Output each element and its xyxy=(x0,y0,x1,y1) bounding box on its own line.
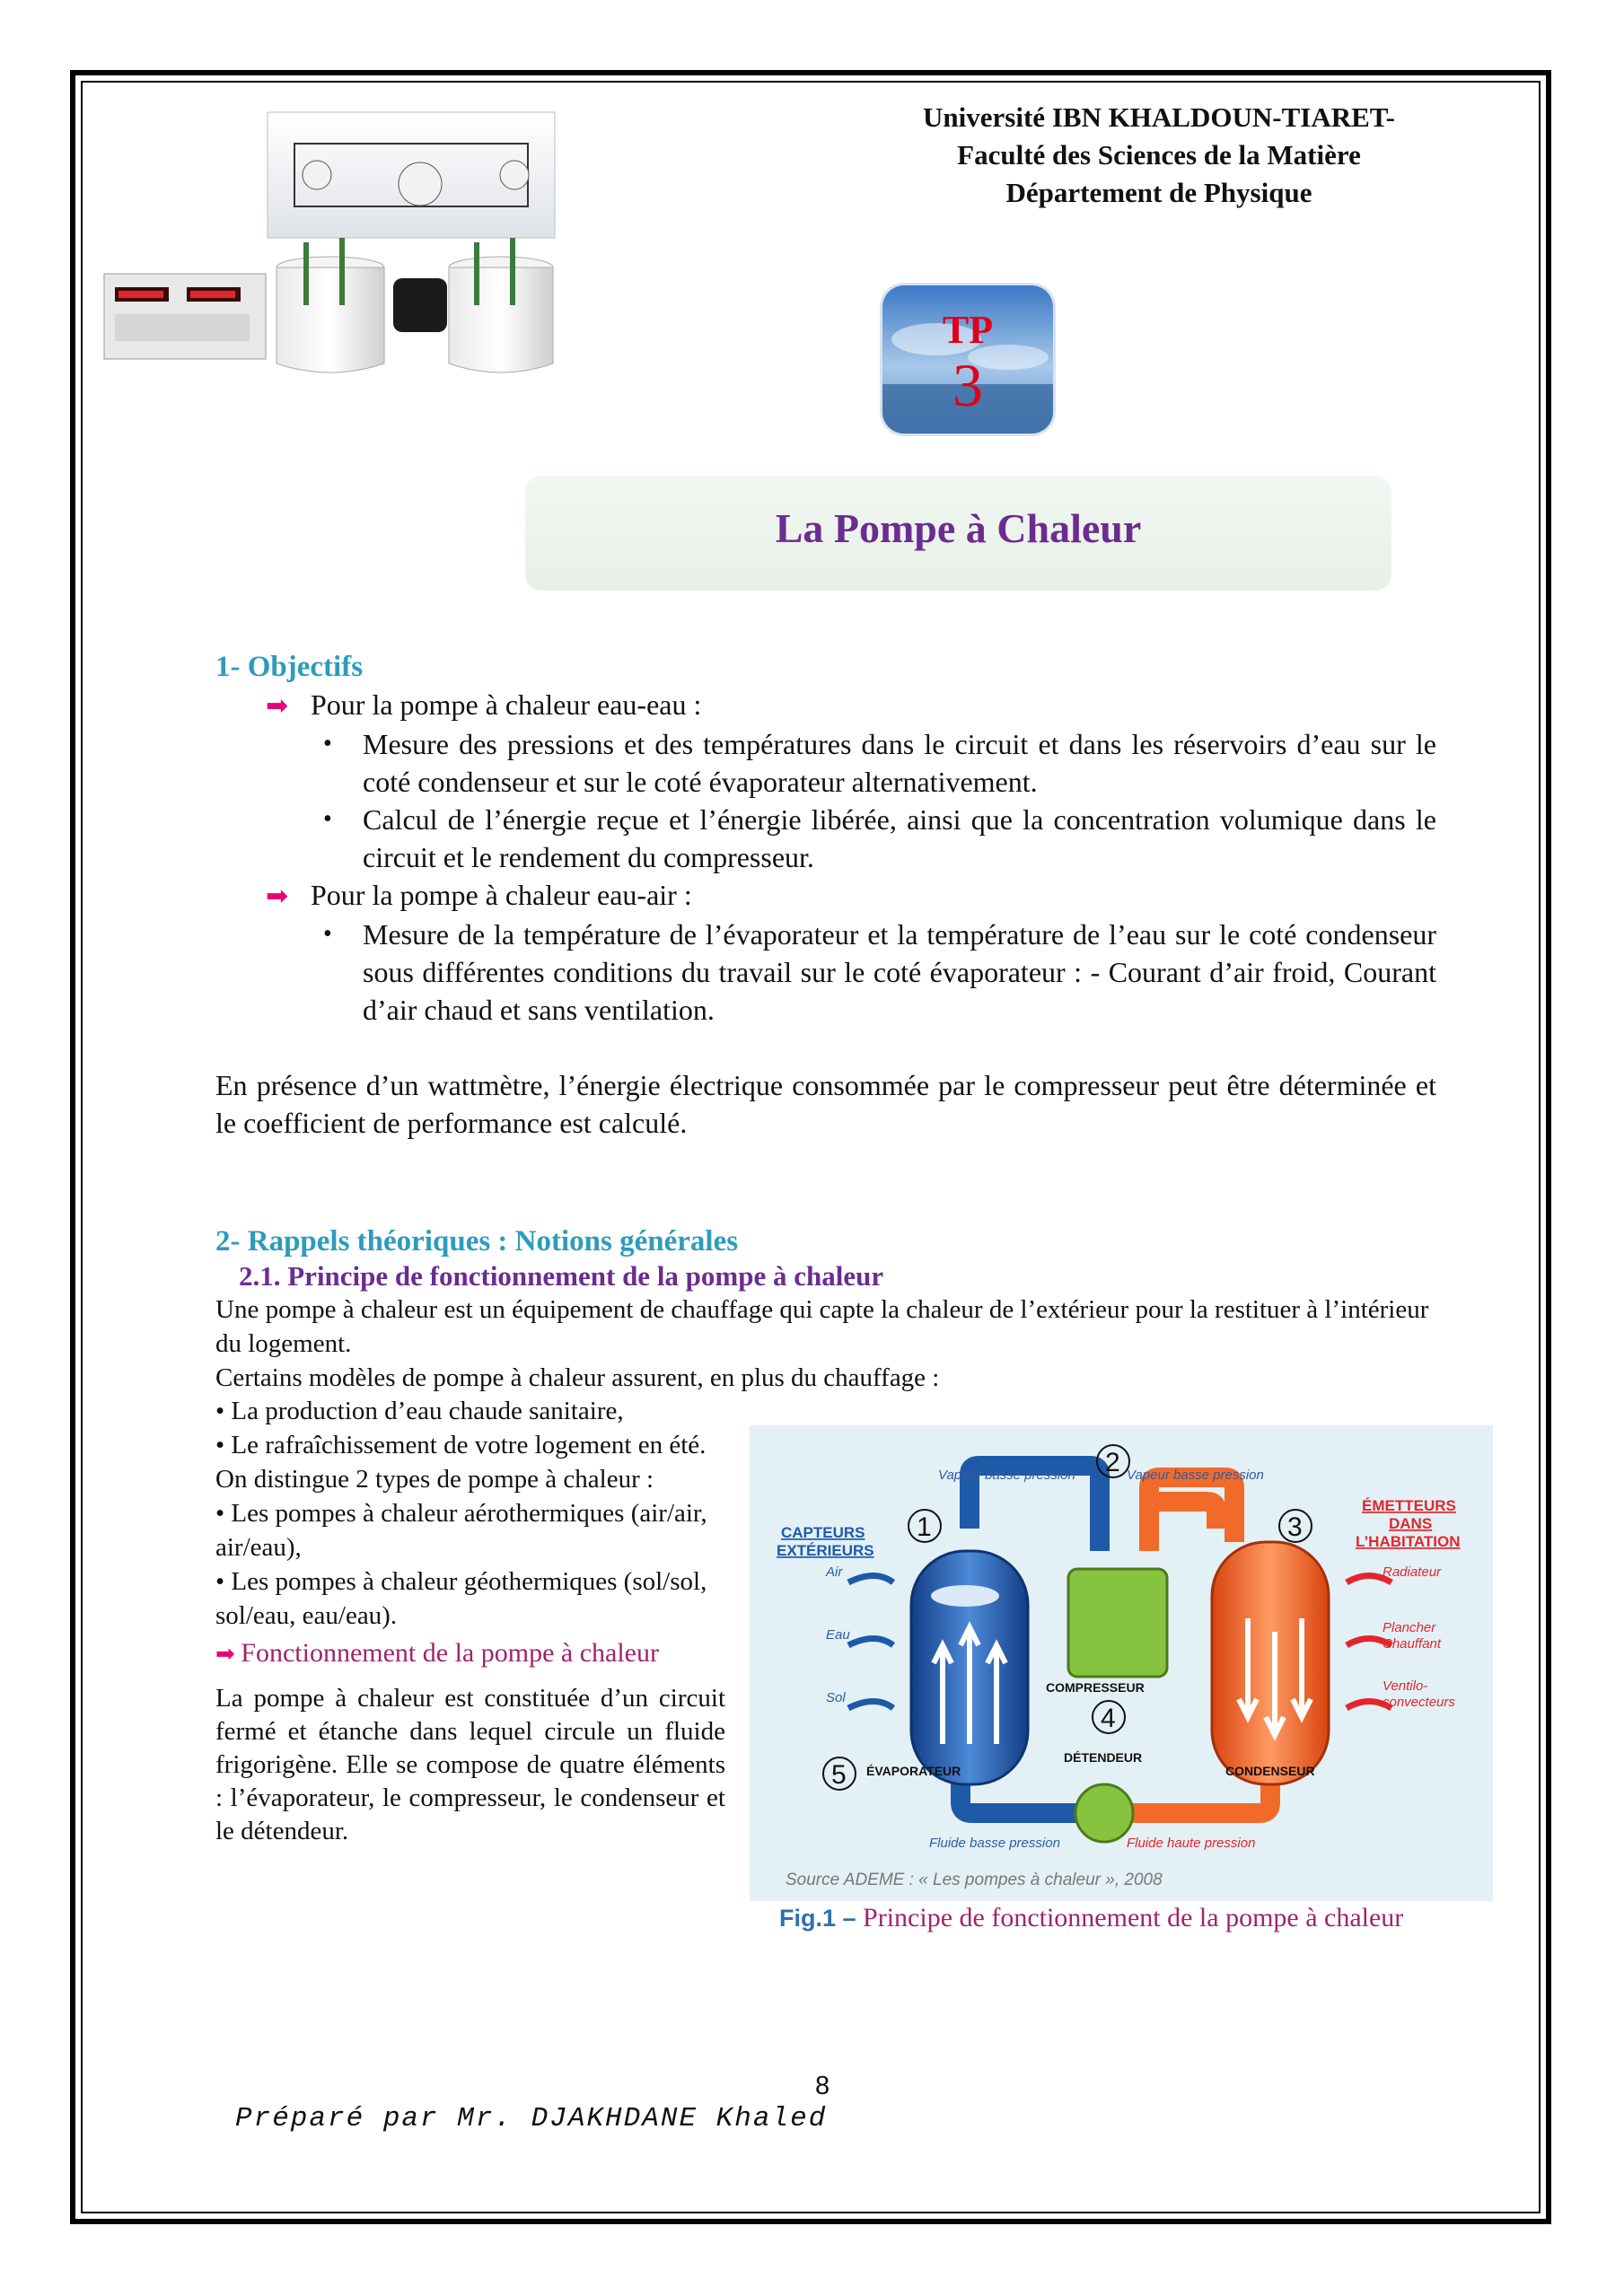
list-item: • Calcul de l’énergie reçue et l’énergie libérée, ainsi que la concentration volumique dans le circuit et le rendement du compresseur. xyxy=(363,801,1436,876)
title-box xyxy=(525,476,1391,591)
label-ventilo-2: convecteurs xyxy=(1383,1695,1455,1710)
water-water-bullets xyxy=(323,725,1436,876)
section-rappels xyxy=(215,1222,1436,1395)
label-dans: DANS xyxy=(1389,1515,1433,1532)
water-water-intro: Pour la pompe à chaleur eau-eau : xyxy=(311,688,702,721)
figure-caption xyxy=(779,1903,1403,1933)
condenser xyxy=(1212,1542,1329,1784)
line-aerothermiques: • Les pompes à chaleur aérothermiques (air/air, air/eau), xyxy=(215,1499,707,1562)
page-number: 8 xyxy=(815,2072,830,2100)
number-2: 2 xyxy=(1105,1448,1120,1477)
label-habitation: L’HABITATION xyxy=(1356,1533,1461,1550)
bullet-icon: • xyxy=(323,920,332,948)
university-name: Université IBN KHALDOUN-TIARET- xyxy=(923,101,1395,133)
line-eau-chaude: • La production d’eau chaude sanitaire, xyxy=(215,1397,624,1425)
number-1: 1 xyxy=(917,1512,932,1542)
label-fluide-hp: Fluide haute pression xyxy=(1127,1836,1256,1851)
line-types: On distingue 2 types de pompe à chaleur : xyxy=(215,1465,654,1494)
left-column xyxy=(215,1394,725,1848)
label-vapeur-bp-right: Vapeur basse pression xyxy=(1127,1468,1264,1483)
page-title: La Pompe à Chaleur xyxy=(775,505,1142,551)
faculty-name: Faculté des Sciences de la Matière xyxy=(957,139,1361,171)
expansion-valve xyxy=(1075,1784,1133,1842)
wattmeter-paragraph: En présence d’un wattmètre, l’énergie électrique consommée par le compresseur peut être déterminée et le coefficient de performance est calculé. xyxy=(215,1069,1436,1139)
author-credit: Préparé par Mr. DJAKHDANE Khaled xyxy=(235,2103,828,2134)
compressor xyxy=(1068,1569,1167,1677)
tp-label: TP xyxy=(942,308,994,352)
fonctionnement-paragraph: La pompe à chaleur est constituée d’un circuit fermé et étanche dans lequel circule un fluide frigorigène. Elle se compose de quatre éléments : l’évaporateur, le compresseur, le condenseur et le détendeur. xyxy=(215,1684,725,1845)
bullet-icon: • xyxy=(323,805,332,833)
water-air-bullets xyxy=(323,916,1436,1029)
number-4: 4 xyxy=(1101,1704,1116,1733)
arrow-right-icon: ➡ xyxy=(266,881,289,911)
label-radiateur: Radiateur xyxy=(1383,1564,1442,1580)
heat-pump-diagram xyxy=(750,1425,1493,1901)
label-eau: Eau xyxy=(826,1627,850,1643)
label-detendeur: DÉTENDEUR xyxy=(1064,1750,1143,1765)
number-3: 3 xyxy=(1287,1512,1303,1542)
list-item: • Mesure des pressions et des températures dans le circuit et dans les réservoirs d’eau sur le coté condenseur et sur le coté évaporateur alternativement. xyxy=(363,725,1436,801)
figure-caption-label: Fig.1 – xyxy=(779,1905,856,1932)
section-objectifs xyxy=(215,648,1436,1142)
institution-header xyxy=(845,99,1473,212)
label-plancher-2: Chauffant xyxy=(1383,1636,1442,1652)
department-name: Département de Physique xyxy=(1005,177,1312,208)
line-rafraichissement: • Le rafraîchissement de votre logement en été. xyxy=(215,1431,707,1459)
fonctionnement-heading: ➡ Fonctionnement de la pompe à chaleur xyxy=(215,1638,659,1668)
label-exterieurs: EXTÉRIEURS xyxy=(777,1542,874,1559)
models-intro: Certains modèles de pompe à chaleur assurent, en plus du chauffage : xyxy=(215,1363,940,1392)
label-fluide-bp: Fluide basse pression xyxy=(929,1836,1060,1851)
label-plancher-1: Plancher xyxy=(1383,1620,1436,1635)
label-sol: Sol xyxy=(826,1690,846,1705)
number-5: 5 xyxy=(831,1760,847,1790)
water-air-block xyxy=(215,876,1436,916)
line-geothermiques: • Les pompes à chaleur géothermiques (sol/sol, sol/eau, eau/eau). xyxy=(215,1567,707,1630)
tp-number: 3 xyxy=(952,351,983,419)
figure-source: Source ADEME : « Les pompes à chaleur », 2008 xyxy=(786,1871,1163,1889)
label-evaporateur: ÉVAPORATEUR xyxy=(866,1764,961,1778)
water-water-block xyxy=(215,686,1436,725)
water-air-intro: Pour la pompe à chaleur eau-air : xyxy=(311,879,692,911)
section-2-1-heading: 2.1. Principe de fonctionnement de la pompe à chaleur xyxy=(239,1260,884,1292)
label-emetteurs: ÉMETTEURS xyxy=(1362,1497,1456,1514)
label-capteurs: CAPTEURS xyxy=(781,1524,865,1541)
bullet-icon: • xyxy=(323,730,332,758)
section-2-heading: 2- Rappels théoriques : Notions générales xyxy=(215,1225,739,1258)
figure-caption-text: Principe de fonctionnement de la pompe à chaleur xyxy=(856,1903,1404,1932)
arrow-right-icon: ➡ xyxy=(266,691,289,721)
label-ventilo-1: Ventilo- xyxy=(1383,1678,1428,1694)
section-1-heading: 1- Objectifs xyxy=(215,651,364,683)
label-air: Air xyxy=(826,1564,843,1580)
tp-badge xyxy=(882,285,1053,434)
label-vapeur-bp-left: Vapeur basse pression xyxy=(938,1468,1075,1483)
label-compresseur: COMPRESSEUR xyxy=(1046,1680,1145,1695)
equipment-photo xyxy=(97,108,564,395)
intro-paragraph: Une pompe à chaleur est un équipement de chauffage qui capte la chaleur de l’extérieur pour la restituer à l’intérieur du logement. xyxy=(215,1295,1429,1358)
list-item: • Mesure de la température de l’évaporateur et la température de l’eau sur le coté condenseur sous différentes conditions du travail sur le coté évaporateur : - Courant d’air froid, Courant d’air chaud et sans ventilation. xyxy=(363,916,1436,1029)
label-condenseur: CONDENSEUR xyxy=(1225,1764,1315,1778)
arrow-right-icon: ➡ xyxy=(215,1641,241,1667)
